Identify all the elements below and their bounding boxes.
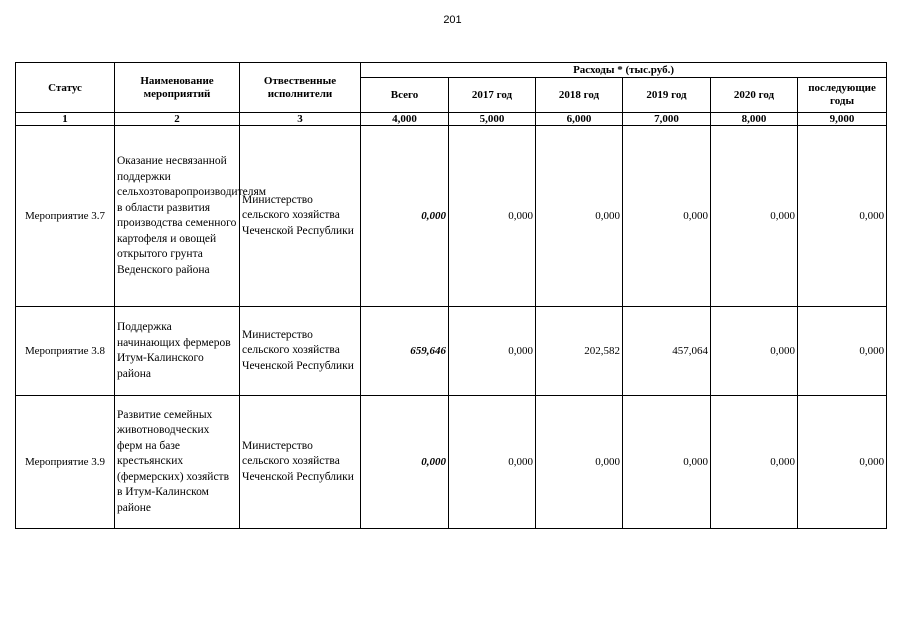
column-number: 3: [240, 113, 361, 126]
table-row: [16, 307, 887, 396]
column-number: 6,000: [536, 113, 623, 126]
row-executor: Министерство сельского хозяйства Чеченской Республики: [240, 126, 361, 307]
row-total: 659,646: [361, 307, 449, 396]
column-number: 2: [115, 113, 240, 126]
header-name-label: Наименование мероприятий: [140, 74, 214, 100]
row-later: 0,000: [798, 126, 887, 307]
row-2020: 0,000: [711, 396, 798, 529]
row-2019: 0,000: [623, 126, 711, 307]
row-2018: 0,000: [536, 126, 623, 307]
row-2019: 0,000: [623, 396, 711, 529]
header-status: Статус: [16, 63, 115, 113]
column-number: 5,000: [449, 113, 536, 126]
expenses-table: [15, 62, 887, 529]
row-2019: 457,064: [623, 307, 711, 396]
header-2020: 2020 год: [711, 78, 798, 113]
column-number: 1: [16, 113, 115, 126]
column-number-row: [16, 113, 887, 126]
header-later: [798, 78, 887, 113]
column-number: 8,000: [711, 113, 798, 126]
header-total: Всего: [361, 78, 449, 113]
row-status: Мероприятие 3.9: [16, 396, 115, 529]
row-status: Мероприятие 3.7: [16, 126, 115, 307]
column-number: 9,000: [798, 113, 887, 126]
row-2018: 202,582: [536, 307, 623, 396]
header-executors-label: Отвественные исполнители: [263, 74, 337, 100]
row-2018: 0,000: [536, 396, 623, 529]
header-2017: 2017 год: [449, 78, 536, 113]
header-2019: 2019 год: [623, 78, 711, 113]
row-2017: 0,000: [449, 126, 536, 307]
row-name: Оказание несвязанной поддержки сельхозтоваропроизводителям в области развития производства семенного картофеля и овощей открытого грунта Веденского района: [115, 126, 240, 307]
header-2018: 2018 год: [536, 78, 623, 113]
row-status: Мероприятие 3.8: [16, 307, 115, 396]
row-later: 0,000: [798, 396, 887, 529]
row-total: 0,000: [361, 396, 449, 529]
row-executor: Министерство сельского хозяйства Чеченской Республики: [240, 396, 361, 529]
header-row-top: [16, 63, 887, 78]
page-number: 201: [443, 14, 462, 26]
row-later: 0,000: [798, 307, 887, 396]
header-expenses: Расходы * (тыс.руб.): [361, 63, 887, 78]
table-row: [16, 396, 887, 529]
row-2017: 0,000: [449, 307, 536, 396]
row-2020: 0,000: [711, 126, 798, 307]
row-name: Поддержка начинающих фермеров Итум-Калинского района: [115, 307, 240, 396]
header-executors: [240, 63, 361, 113]
header-later-label: последующие годы: [808, 82, 876, 107]
row-total: 0,000: [361, 126, 449, 307]
column-number: 7,000: [623, 113, 711, 126]
row-executor: Министерство сельского хозяйства Чеченской Республики: [240, 307, 361, 396]
table-row: [16, 126, 887, 307]
row-2020: 0,000: [711, 307, 798, 396]
column-number: 4,000: [361, 113, 449, 126]
header-name: [115, 63, 240, 113]
row-name: Развитие семейных животноводческих ферм на базе крестьянских (фермерских) хозяйств в Итум-Калинском районе: [115, 396, 240, 529]
row-2017: 0,000: [449, 396, 536, 529]
